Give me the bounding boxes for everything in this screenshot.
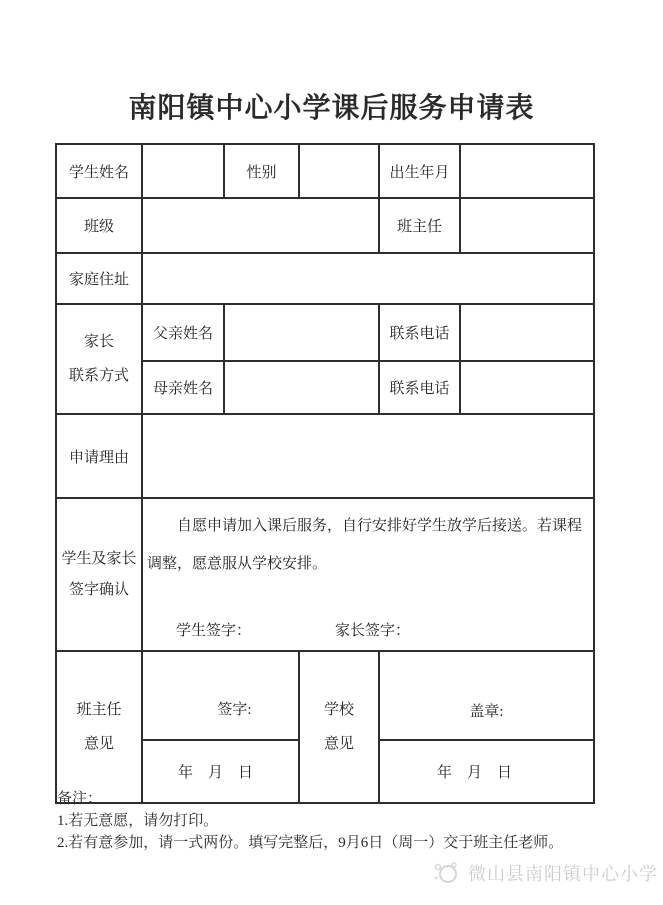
- confirm-label: 学生及家长 签字确认: [56, 498, 142, 651]
- table-row: [56, 304, 594, 361]
- confirm-statement: 自愿申请加入课后服务，自行安排好学生放学后接送。若课程调整，愿意服从学校安排。: [147, 518, 583, 572]
- address-field: [142, 253, 594, 304]
- birth-label: 出生年月: [379, 144, 460, 198]
- teacher-opinion-label: 班主任 意见: [56, 651, 142, 803]
- school-logo-icon: [431, 858, 461, 888]
- note-item-1: 1.若无意愿，请勿打印。: [57, 813, 219, 829]
- table-row: [56, 253, 594, 304]
- birth-field: [460, 144, 594, 198]
- school-opinion-label: 学校 意见: [299, 651, 379, 803]
- teacher-date-cell: 年 月 日: [142, 740, 299, 803]
- page-title: 南阳镇中心小学课后服务申请表: [128, 93, 535, 124]
- notes-header: 备注：: [57, 791, 103, 807]
- notes-block: [57, 788, 563, 854]
- table-row: [56, 498, 594, 651]
- mother-phone-label: 联系电话: [379, 361, 460, 414]
- teacher-signature-cell: 签字:: [142, 651, 299, 740]
- head-teacher-label: 班主任: [379, 198, 460, 253]
- mother-name-field: [224, 361, 379, 414]
- confirm-statement-cell: [142, 498, 594, 651]
- school-seal-cell: 盖章:: [379, 651, 594, 740]
- application-form-table: [55, 143, 595, 804]
- table-row: [56, 414, 594, 498]
- mother-name-label: 母亲姓名: [142, 361, 224, 414]
- reason-label: 申请理由: [56, 414, 142, 498]
- mother-phone-field: [460, 361, 594, 414]
- school-date-cell: 年 月 日: [379, 740, 594, 803]
- table-row: [56, 144, 594, 198]
- parent-contact-label: 家长 联系方式: [56, 304, 142, 414]
- reason-field: [142, 414, 594, 498]
- class-field: [142, 198, 379, 253]
- address-label: 家庭住址: [56, 253, 142, 304]
- parent-signature-label: 家长签字：: [335, 623, 411, 639]
- class-label: 班级: [56, 198, 142, 253]
- table-row: [56, 198, 594, 253]
- father-phone-label: 联系电话: [379, 304, 460, 361]
- father-name-label: 父亲姓名: [142, 304, 224, 361]
- table-row: [56, 651, 594, 740]
- student-name-label: 学生姓名: [56, 144, 142, 198]
- gender-label: 性别: [224, 144, 299, 198]
- watermark-footer: [431, 858, 658, 888]
- head-teacher-field: [460, 198, 594, 253]
- student-signature-label: 学生签字：: [176, 623, 252, 639]
- note-item-2: 2.若有意参加，请一式两份。填写完整后，9月6日（周一）交于班主任老师。: [57, 835, 564, 851]
- watermark-school-name: 微山县南阳镇中心小学: [468, 864, 658, 884]
- father-name-field: [224, 304, 379, 361]
- gender-field: [299, 144, 379, 198]
- father-phone-field: [460, 304, 594, 361]
- student-name-field: [142, 144, 224, 198]
